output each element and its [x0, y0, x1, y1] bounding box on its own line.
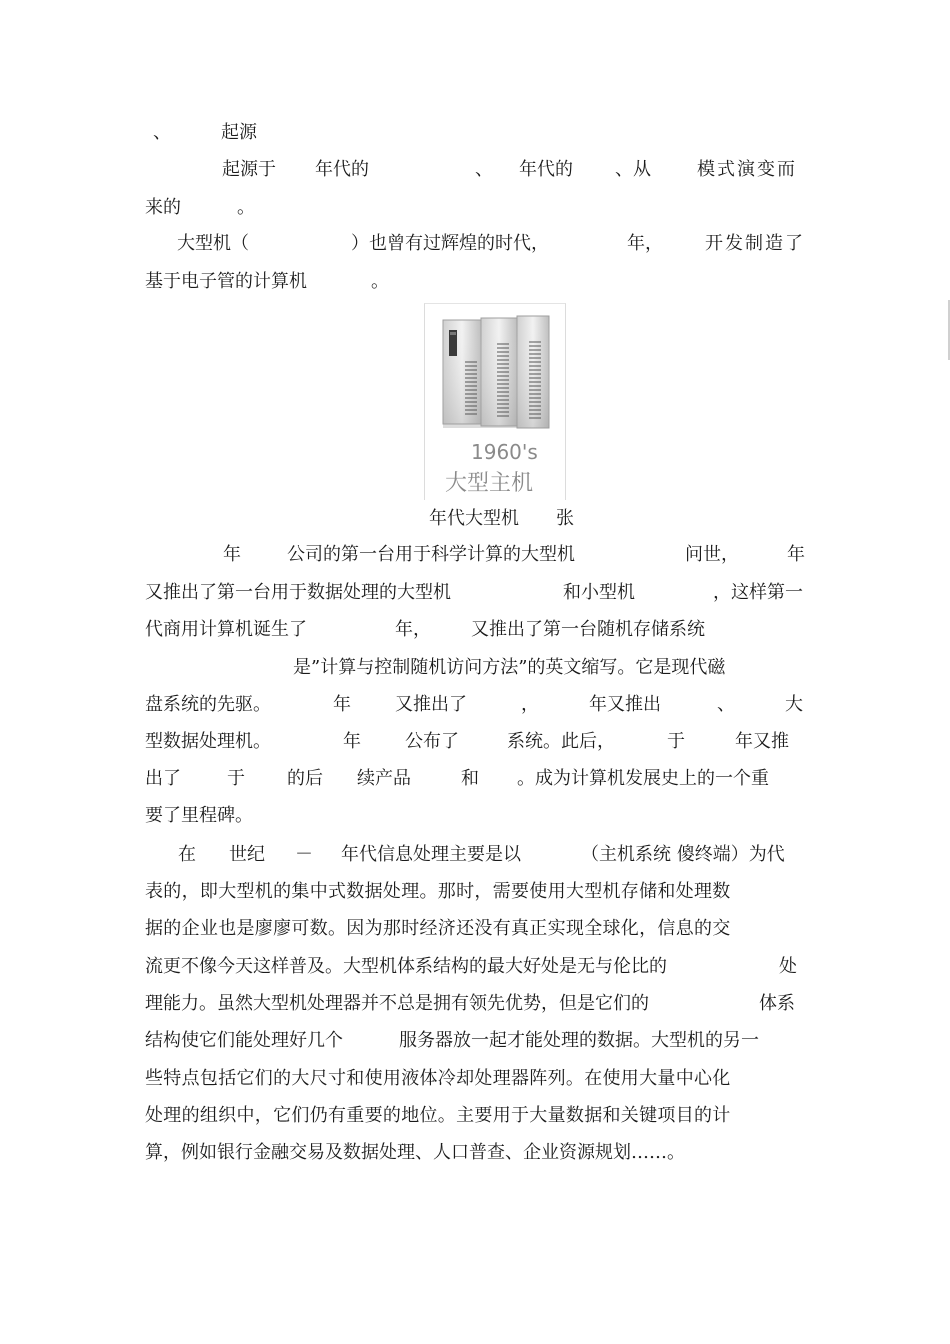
para1-line2: 来的 。	[145, 197, 255, 218]
mainframe-photo	[424, 303, 566, 500]
para1-line1: 起源于 年代的 、 年代的 、从 模式演变而	[222, 159, 797, 180]
para3-line5: 盘系统的先驱。 年 又推出了 ， 年又推出 、 大	[145, 694, 803, 715]
para4-line8: 处理的组织中，它们仍有重要的地位。主要用于大量数据和关键项目的计	[145, 1105, 731, 1126]
para4-line6: 结构使它们能处理好几个 服务器放一起才能处理的数据。大型机的另一	[145, 1030, 759, 1051]
para4-line1: 在 世纪 － 年代信息处理主要是以 （主机系统 傻终端）为代	[178, 844, 785, 865]
para2-line2: 基于电子管的计算机 。	[145, 271, 389, 292]
para3-line7: 出了 于 的后 续产品 和 。成为计算机发展史上的一个重	[145, 768, 769, 789]
figure-year-text: 1960's	[471, 440, 538, 464]
figure-name-text: 大型主机	[445, 471, 534, 496]
para4-line9: 算，例如银行金融交易及数据处理、人口普查、企业资源规划……。	[145, 1142, 685, 1163]
para4-line7: 些特点包括它们的大尺寸和使用液体冷却处理器阵列。在使用大量中心化	[145, 1068, 731, 1089]
para3-line4: 是”计算与控制随机访问方法”的英文缩写。它是现代磁	[293, 657, 726, 678]
heading-bullet: 、	[153, 122, 171, 143]
para3-line3: 代商用计算机诞生了 年， 又推出了第一台随机存储系统	[145, 619, 705, 640]
para4-line3: 据的企业也是廖廖可数。因为那时经济还没有真正实现全球化，信息的交	[145, 918, 731, 939]
heading-title: 起源	[221, 122, 257, 143]
para4-line2: 表的，即大型机的集中式数据处理。那时，需要使用大型机存储和处理数	[145, 881, 731, 902]
para2-line1: 大型机（ ）也曾有过辉煌的时代， 年， 开发制造了	[177, 233, 805, 254]
para3-line8: 要了里程碑。	[145, 805, 253, 826]
para3-line1: 年 公司的第一台用于科学计算的大型机 问世， 年	[223, 544, 805, 565]
para3-line2: 又推出了第一台用于数据处理的大型机 和小型机 ，这样第一	[145, 582, 803, 603]
para4-line5: 理能力。虽然大型机处理器并不总是拥有领先优势，但是它们的 体系	[145, 993, 795, 1014]
figure-caption: 年代大型机 张	[429, 508, 574, 529]
para3-line6: 型数据处理机。 年 公布了 系统。此后， 于 年又推	[145, 731, 789, 752]
para4-line4: 流更不像今天这样普及。大型机体系结构的最大好处是无与伦比的 处	[145, 956, 797, 977]
section-heading	[145, 118, 805, 148]
